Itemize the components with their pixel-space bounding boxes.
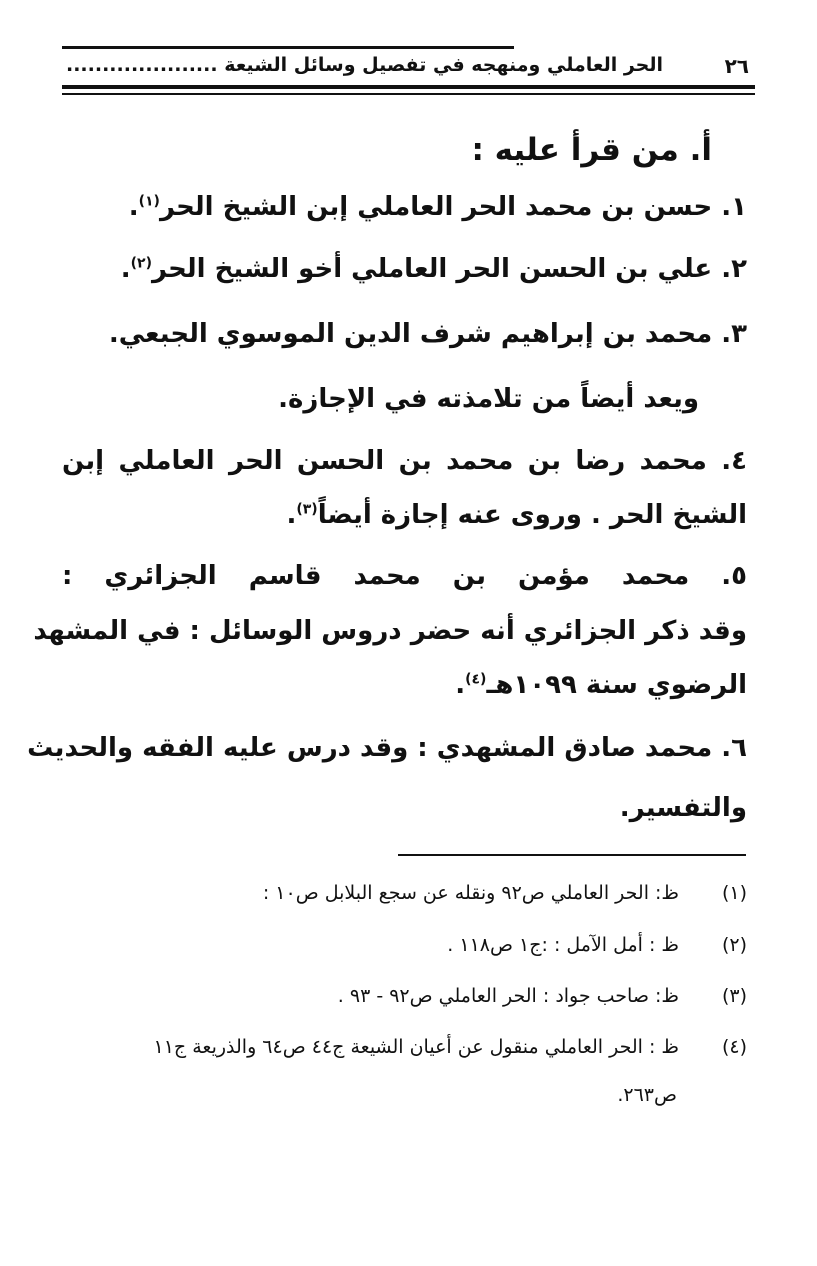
- footnote-text: ظ : الحر العاملي منقول عن أعيان الشيعة ج٤٤ ص٦٤ والذريعة ج١١: [153, 1036, 679, 1058]
- footnote-number: (٢): [721, 934, 747, 956]
- footnote-separator: [398, 854, 746, 856]
- footnote-text: ظ : أمل الآمل : :ج١ ص١١٨ .: [447, 934, 679, 956]
- body-line-11: والتفسير.: [619, 793, 747, 823]
- line-text: الشيخ الحر . وروى عنه إجازة أيضاً: [317, 500, 747, 530]
- body-line-9: الرضوي سنة ١٠٩٩هـ$^{(٤)}$.: [455, 670, 747, 700]
- line-text: ٢. علي بن الحسن الحر العاملي أخو الشيخ الحر: [151, 254, 747, 284]
- body-line-2: ٢. علي بن الحسن الحر العاملي أخو الشيخ الحر$^{(٢)}$.: [120, 254, 747, 284]
- body-line-5: ٤. محمد رضا بن محمد بن الحسن الحر العاملي إبن: [62, 446, 747, 476]
- footnote-2: [56, 934, 747, 956]
- body-line-3: ٣. محمد بن إبراهيم شرف الدين الموسوي الجبعي.: [108, 319, 747, 349]
- header-thick-rule: [62, 85, 755, 89]
- footnote-number: (٤): [721, 1036, 747, 1058]
- body-line-6: الشيخ الحر . وروى عنه إجازة أيضاً$^{(٣)}$.: [286, 500, 747, 530]
- footnote-text: ظ: الحر العاملي ص٩٢ ونقله عن سجع البلابل ص١٠ :: [262, 882, 679, 904]
- footnote-ref: (٢): [130, 255, 152, 272]
- footnote-4: [56, 1036, 747, 1058]
- running-header: [62, 42, 755, 102]
- footnote-1: [56, 882, 747, 904]
- footnote-number: (١): [721, 882, 747, 904]
- header-thin-rule: [62, 93, 755, 95]
- body-line-7: ٥. محمد مؤمن بن محمد قاسم الجزائري :: [62, 561, 747, 591]
- running-title: الحر العاملي ومنهجه في تفصيل وسائل الشيعة .....................: [66, 54, 663, 76]
- footnote-ref: (١): [138, 193, 160, 210]
- footnote-ref: (٣): [296, 501, 318, 518]
- footnote-ref: (٤): [465, 671, 487, 688]
- section-heading: أ. من قرأ عليه :: [471, 132, 712, 168]
- footnote-number: (٣): [721, 985, 747, 1007]
- footnote-text: ظ: صاحب جواد : الحر العاملي ص٩٢ - ٩٣ .: [337, 985, 679, 1007]
- body-line-10: ٦. محمد صادق المشهدي : وقد درس عليه الفقه والحديث: [27, 733, 747, 763]
- line-text: الرضوي سنة ١٠٩٩هـ: [486, 670, 747, 700]
- body-line-8: وقد ذكر الجزائري أنه حضر دروس الوسائل : في المشهد: [33, 616, 747, 646]
- header-top-rule: [62, 46, 514, 49]
- body-line-4: ويعد أيضاً من تلامذته في الإجازة.: [278, 384, 699, 414]
- body-line-1: ١. حسن بن محمد الحر العاملي إبن الشيخ الحر$^{(١)}$.: [128, 192, 747, 222]
- page-number: ٢٦: [724, 54, 749, 78]
- footnote-4-continuation: ص٢٦٣.: [617, 1084, 677, 1106]
- footnote-3: [56, 985, 747, 1007]
- line-text: ١. حسن بن محمد الحر العاملي إبن الشيخ الحر: [159, 192, 747, 222]
